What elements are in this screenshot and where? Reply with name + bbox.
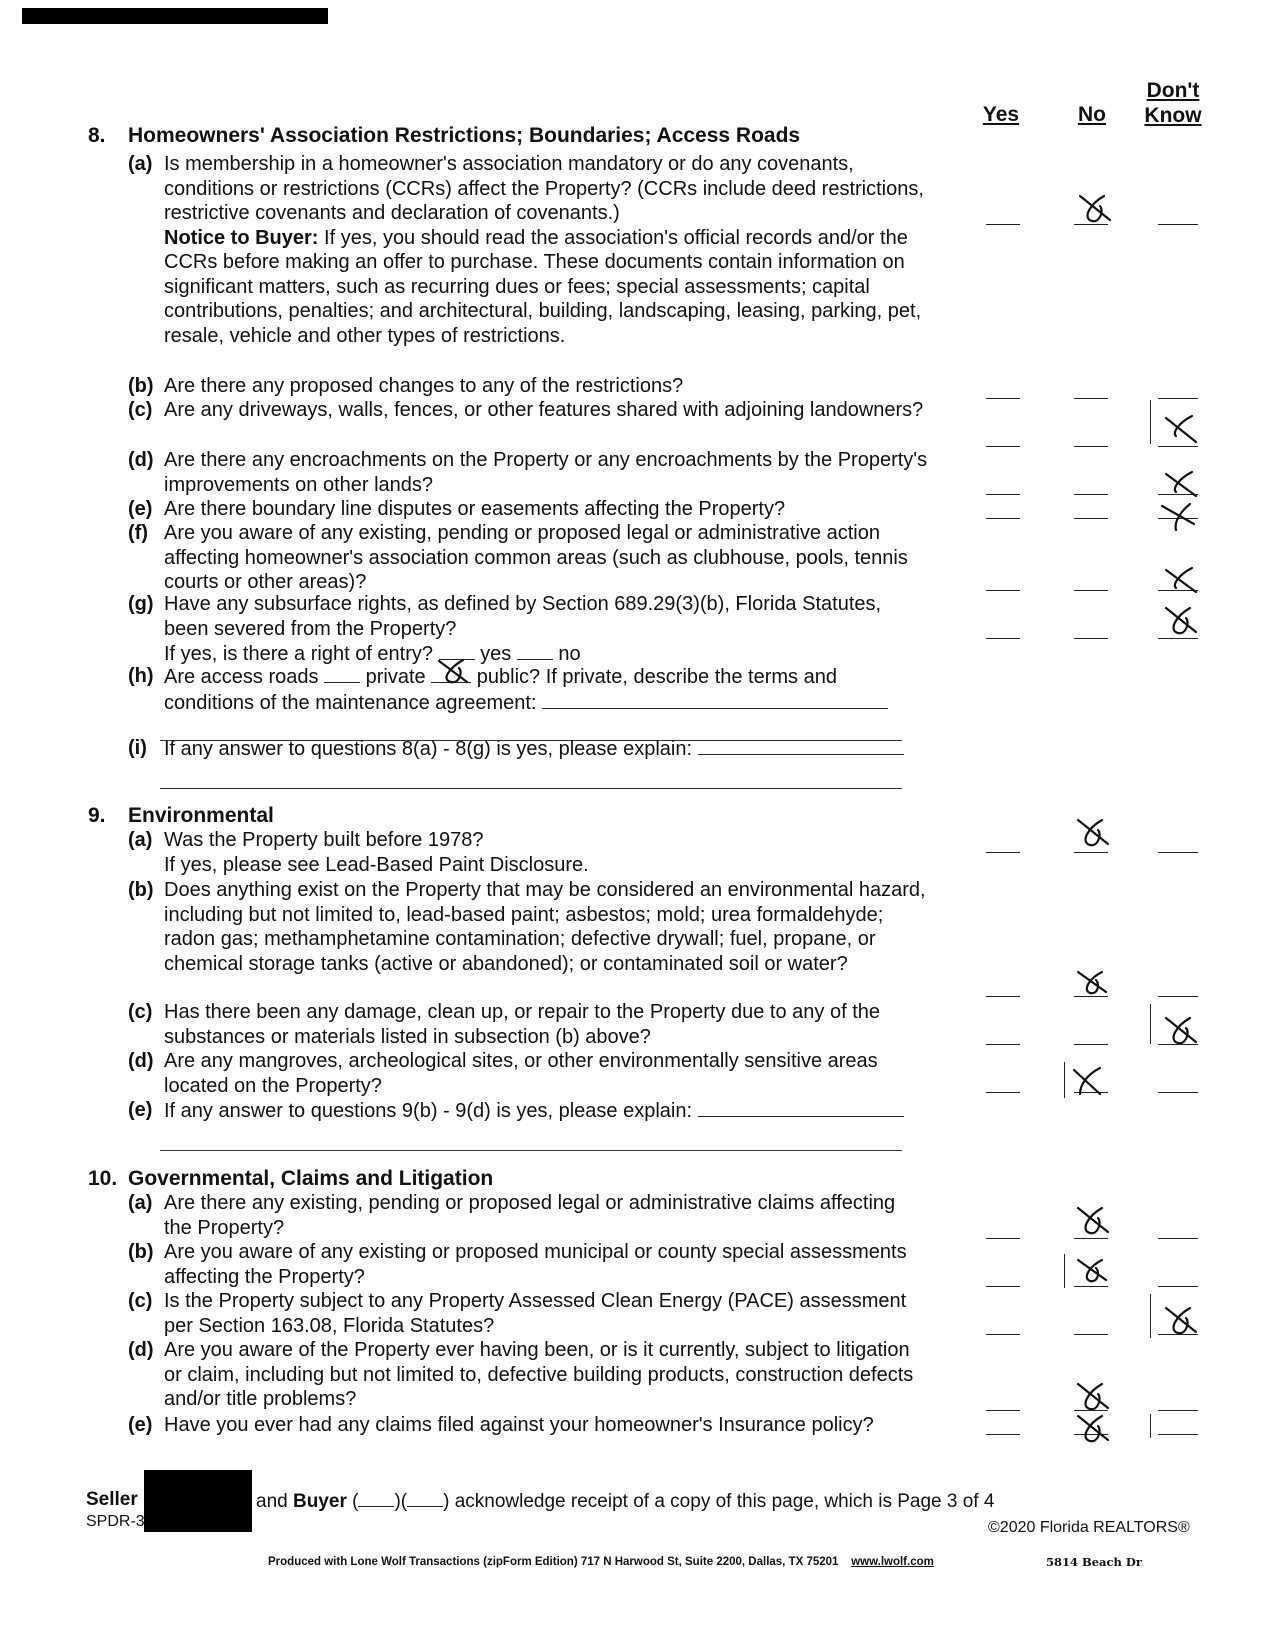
question-label: (c) [128, 399, 153, 421]
notice-to-buyer-label: Notice to Buyer: [164, 226, 319, 249]
check-mark-9a-no [1074, 818, 1112, 848]
access-road-private-blank[interactable] [324, 664, 360, 683]
question-10a [128, 1191, 928, 1240]
header-yes: Yes [982, 103, 1020, 126]
check-mark-8e-dont-know [1160, 502, 1198, 532]
header-dont-know: Don't Know [1144, 79, 1202, 127]
right-of-entry-yes-label: yes [480, 643, 512, 665]
question-text-2: If yes, please see Lead-Based Paint Disclosure. [164, 853, 589, 876]
footer-property-address: 5814 Beach Dr [1046, 1555, 1142, 1569]
section-10-number: 10. [88, 1167, 118, 1190]
section-8-title [88, 124, 800, 149]
question-label: (f) [128, 522, 148, 544]
question-text: Are there any existing, pending or proposed legal or administrative claims affecting the Property? [164, 1192, 896, 1239]
answer-9d-dont-know[interactable] [1158, 1092, 1198, 1093]
question-9a [128, 828, 928, 877]
check-mark-8g-dont-know [1162, 606, 1200, 636]
question-label: (b) [128, 375, 154, 397]
question-text: Are you aware of any existing, pending or proposed legal or administrative action affecting homeowner's association common areas (such as clubhouse, pools, tennis courts or other areas)? [164, 522, 908, 593]
answer-9c-no[interactable] [1074, 1044, 1108, 1045]
answer-9a-dont-know[interactable] [1158, 852, 1198, 853]
buyer-initial-2[interactable] [407, 1488, 443, 1507]
question-text: If any answer to questions 9(b) - 9(d) is yes, please explain: [164, 1100, 693, 1122]
question-label: (b) [128, 879, 154, 901]
footer-url-link[interactable]: www.lwolf.com [851, 1556, 934, 1568]
answer-10b-no[interactable] [1074, 1286, 1108, 1287]
question-8b [128, 374, 928, 399]
answer-8d-no[interactable] [1074, 494, 1108, 495]
question-10e [128, 1413, 928, 1438]
question-label: (e) [128, 498, 153, 520]
answer-10a-dont-know[interactable] [1158, 1238, 1198, 1239]
explain-9-line-2[interactable] [160, 1150, 902, 1151]
answer-9a-no[interactable] [1074, 852, 1108, 853]
ack-and: and [256, 1491, 288, 1512]
section-8-heading: Homeowners' Association Restrictions; Boundaries; Access Roads [128, 124, 801, 147]
question-text: Are you aware of the Property ever having been, or is it currently, subject to litigation or claim, including but not limited to, defective building products, construction defects and/or title problems? [164, 1339, 914, 1410]
question-label: (b) [128, 1241, 154, 1263]
question-text: Does anything exist on the Property that may be considered an environmental hazard, including but not limited to, lead-based paint; asbestos; mold; urea formaldehyde; radon gas; methamphetamine contamination; defective drywall; fuel, propane, or chemical storage tanks (active or abandoned); or contaminated soil or water? [164, 879, 926, 975]
question-10d [128, 1338, 928, 1412]
answer-8g-yes[interactable] [986, 638, 1020, 639]
question-9e [128, 1098, 928, 1124]
question-text: Are any driveways, walls, fences, or other features shared with adjoining landowners? [164, 399, 924, 421]
access-road-private-label: private [365, 666, 426, 688]
answer-8b-no[interactable] [1074, 398, 1108, 399]
answer-9c-yes[interactable] [986, 1044, 1020, 1045]
question-9d [128, 1049, 928, 1098]
answer-10e-yes[interactable] [986, 1434, 1020, 1435]
question-label: (h) [128, 665, 154, 687]
answer-8f-no[interactable] [1074, 590, 1108, 591]
answer-10b-yes[interactable] [986, 1286, 1020, 1287]
question-text: Is membership in a homeowner's association mandatory or do any covenants, conditions or restrictions (CCRs) affect the Property? (CCRs include deed restrictions, restrictive covenants and declaration of covenants.) [164, 153, 924, 224]
question-text: If any answer to questions 8(a) - 8(g) is yes, please explain: [164, 738, 693, 760]
margin-stroke [1064, 1254, 1065, 1288]
question-label: (d) [128, 449, 154, 471]
answer-8a-dont-know[interactable] [1158, 224, 1198, 225]
question-8d [128, 448, 928, 497]
answer-8c-dont-know[interactable] [1158, 446, 1198, 447]
produced-text: Produced with Lone Wolf Transactions (zipForm Edition) 717 N Harwood St, Suite 2200, Dallas, TX 75201 [268, 1556, 839, 1568]
right-of-entry-no-blank[interactable] [517, 641, 553, 660]
check-mark-8d-dont-know [1162, 470, 1200, 500]
question-label: (i) [128, 737, 147, 759]
question-8e [128, 497, 928, 522]
answer-10c-no[interactable] [1074, 1334, 1108, 1335]
question-text: Are you aware of any existing or proposed municipal or county special assessments affecting the Property? [164, 1241, 907, 1288]
answer-10e-dont-know[interactable] [1158, 1434, 1198, 1435]
section-9-title [88, 804, 274, 829]
question-text: Have any subsurface rights, as defined by Section 689.29(3)(b), Florida Statutes, been severed from the Property? [164, 593, 882, 640]
ack-buyer-label: Buyer [292, 1491, 347, 1512]
question-9c [128, 1000, 928, 1049]
right-of-entry-text: If yes, is there a right of entry? [164, 643, 434, 665]
answer-8c-yes[interactable] [986, 446, 1020, 447]
answer-8e-yes[interactable] [986, 518, 1020, 519]
check-mark-9d-no [1070, 1066, 1108, 1096]
margin-stroke [1150, 1414, 1151, 1438]
answer-9d-yes[interactable] [986, 1092, 1020, 1093]
answer-8g-dont-know[interactable] [1158, 638, 1198, 639]
answer-10c-yes[interactable] [986, 1334, 1020, 1335]
question-10b [128, 1240, 928, 1289]
answer-9a-yes[interactable] [986, 852, 1020, 853]
header-no: No [1078, 103, 1106, 126]
answer-10a-no[interactable] [1074, 1238, 1108, 1239]
section-9-number: 9. [88, 804, 106, 827]
question-text: Are access roads [164, 666, 319, 688]
right-of-entry-no-label: no [558, 643, 581, 665]
question-text: Are there any encroachments on the Property or any encroachments by the Property's improvements on other lands? [164, 449, 928, 496]
answer-10b-dont-know[interactable] [1158, 1286, 1198, 1287]
check-mark-8a-no [1076, 194, 1114, 224]
footer-form-code: SPDR-3 [86, 1513, 145, 1530]
question-label: (a) [128, 1192, 153, 1214]
answer-10d-yes[interactable] [986, 1410, 1020, 1411]
answer-8b-yes[interactable] [986, 398, 1020, 399]
question-label: (a) [128, 153, 153, 175]
question-label: (c) [128, 1290, 153, 1312]
question-label: (a) [128, 829, 153, 851]
check-mark-8c-dont-know [1162, 414, 1200, 444]
explain-8-line-2[interactable] [160, 788, 902, 789]
section-10-title [88, 1167, 493, 1192]
question-8f [128, 521, 928, 595]
explain-9-field[interactable] [698, 1098, 904, 1117]
question-text: Are any mangroves, archeological sites, or other environmentally sensitive areas located on the Property? [164, 1050, 878, 1097]
question-8h [128, 664, 928, 715]
question-label: (e) [128, 1099, 153, 1121]
question-text: Is the Property subject to any Property Assessed Clean Energy (PACE) assessment per Section 163.08, Florida Statutes? [164, 1290, 907, 1337]
question-label: (g) [128, 593, 154, 615]
question-text: Are there any proposed changes to any of the restrictions? [164, 375, 684, 397]
margin-stroke [1064, 1062, 1065, 1098]
question-10c [128, 1289, 928, 1338]
access-road-public-label: public? If private, describe the terms and [476, 666, 837, 688]
question-9b [128, 878, 928, 976]
answer-8e-no[interactable] [1074, 518, 1108, 519]
ack-paren-open: ( [352, 1491, 359, 1512]
question-text: Was the Property built before 1978? [164, 829, 484, 851]
check-mark-10a-no [1074, 1206, 1112, 1236]
answer-8d-yes[interactable] [986, 494, 1020, 495]
check-mark-9b-no [1074, 968, 1112, 998]
footer-seller-label: Seller [86, 1489, 138, 1510]
access-road-public-blank[interactable] [431, 664, 471, 683]
answer-10d-dont-know[interactable] [1158, 1410, 1198, 1411]
answer-9b-yes[interactable] [986, 996, 1020, 997]
margin-stroke [1150, 1004, 1151, 1044]
answer-8b-dont-know[interactable] [1158, 398, 1198, 399]
ack-paren-mid: )( [394, 1491, 408, 1512]
check-mark-10d-no [1074, 1382, 1112, 1412]
buyer-initial-1[interactable] [358, 1488, 394, 1507]
question-8g [128, 592, 928, 667]
question-8i [128, 736, 928, 762]
footer-produced-with [268, 1550, 934, 1575]
check-mark-10e-no [1074, 1414, 1112, 1444]
question-label: (d) [128, 1339, 154, 1361]
answer-9b-dont-know[interactable] [1158, 996, 1198, 997]
check-mark-8f-dont-know [1162, 566, 1200, 596]
question-label: (d) [128, 1050, 154, 1072]
answer-10a-yes[interactable] [986, 1238, 1020, 1239]
answer-8a-no[interactable] [1074, 224, 1108, 225]
question-text: Are there boundary line disputes or easements affecting the Property? [164, 498, 786, 520]
notice-to-buyer-text: If yes, you should read the association's official records and/or the CCRs before making an offer to purchase. These documents contain information on significant matters, such as recurring dues or fees; special assessments; capital contributions, penalties; and architectural, building, landscaping, leasing, parking, pet, resale, vehicle and other types of restrictions. [164, 226, 922, 347]
question-text: Have you ever had any claims filed against your homeowner's Insurance policy? [164, 1414, 874, 1436]
check-mark-10b-no [1074, 1256, 1112, 1286]
margin-stroke [1150, 1294, 1151, 1338]
question-label: (c) [128, 1001, 153, 1023]
check-mark-9c-dont-know [1162, 1016, 1200, 1046]
question-label: (e) [128, 1414, 153, 1436]
footer-copyright: ©2020 Florida REALTORS® [988, 1519, 1190, 1536]
maintenance-agreement-label: conditions of the maintenance agreement: [164, 691, 537, 714]
check-mark-10c-dont-know [1162, 1306, 1200, 1336]
answer-8a-yes[interactable] [986, 224, 1020, 225]
answer-8f-yes[interactable] [986, 590, 1020, 591]
maintenance-agreement-field[interactable] [542, 690, 888, 709]
question-text: Has there been any damage, clean up, or repair to the Property due to any of the substances or materials listed in subsection (b) above? [164, 1001, 881, 1048]
answer-8c-no[interactable] [1074, 446, 1108, 447]
explain-8-field[interactable] [698, 736, 904, 755]
section-10-heading: Governmental, Claims and Litigation [128, 1167, 494, 1190]
redaction-bar-top [22, 8, 328, 24]
section-8-number: 8. [88, 124, 106, 147]
question-8a [128, 152, 928, 348]
ack-text: ) acknowledge receipt of a copy of this page, which is Page 3 of 4 [443, 1491, 995, 1512]
answer-8g-no[interactable] [1074, 638, 1108, 639]
redaction-bar-seller [144, 1470, 252, 1532]
question-8c [128, 398, 928, 423]
margin-stroke [1150, 400, 1151, 444]
section-9-heading: Environmental [128, 804, 274, 827]
footer-acknowledgement [256, 1488, 994, 1515]
access-road-public-check [437, 658, 471, 686]
